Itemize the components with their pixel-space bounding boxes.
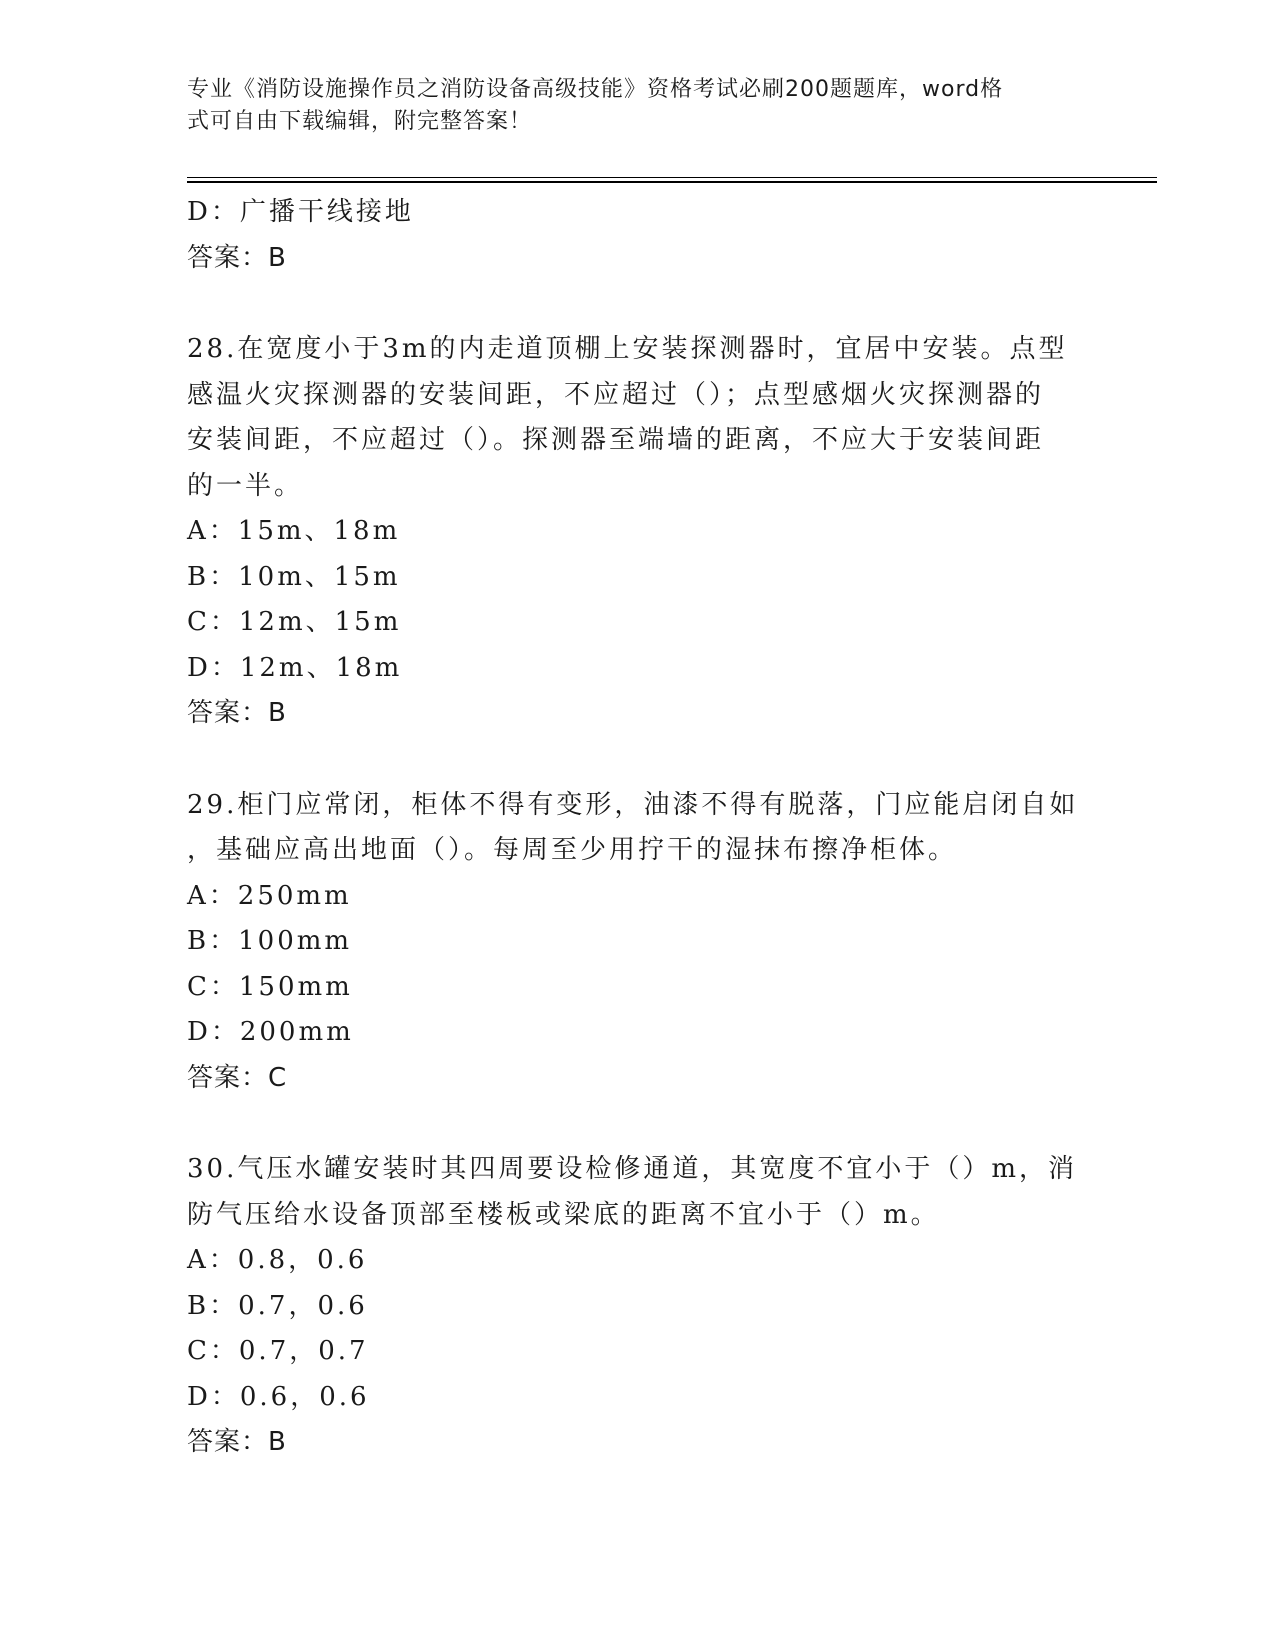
answer-line: 答案：C [187,1062,288,1093]
question-stem-line: 的一半。 [187,470,304,501]
prev-question-tail [187,190,1087,281]
document-header [187,74,1067,138]
answer-line: 答案：B [187,1427,287,1457]
header-line-2: 式可自由下载编辑，附完整答案！ [187,109,533,134]
question-stem-line: 30.气压水罐安装时其四周要设检修通道，其宽度不宜小于（）m，消 [187,1154,1078,1184]
option-b: B：0.7，0.6 [187,1290,368,1321]
option-c: C：0.7，0.7 [187,1336,369,1366]
option-b: B：100mm [187,926,353,956]
question-stem-line: 防气压给水设备顶部至楼板或梁底的距离不宜小于（）m。 [187,1199,940,1230]
option-d: D：广播干线接地 [187,197,414,227]
option-a: A：0.8，0.6 [187,1245,368,1275]
header-divider-thick [187,181,1157,183]
header-divider-thin [187,177,1157,178]
question-stem-line: 安装间距，不应超过（）。探测器至端墙的距离，不应大于安装间距 [187,425,1045,455]
question-list [187,190,1087,1466]
question-stem-line: 29.柜门应常闭，柜体不得有变形，油漆不得有脱落，门应能启闭自如 [187,789,1079,820]
question-stem-line: 感温火灾探测器的安装间距，不应超过（）；点型感烟火灾探测器的 [187,379,1045,410]
question-28 [187,327,1087,737]
answer-line: 答案：B [187,698,287,728]
option-c: C：150mm [187,971,353,1002]
option-d: D：0.6，0.6 [187,1381,370,1412]
option-d: D：200mm [187,1017,354,1047]
option-d: D：12m、18m [187,652,403,683]
question-30 [187,1147,1087,1466]
option-a: A：15m、18m [187,516,401,546]
question-stem-line: ，基础应高出地面（）。每周至少用拧干的湿抹布擦净柜体。 [187,835,958,865]
question-29 [187,783,1087,1102]
question-stem-line: 28.在宽度小于3m的内走道顶棚上安装探测器时，宜居中安装。点型 [187,334,1068,364]
option-c: C：12m、15m [187,607,402,637]
option-b: B：10m、15m [187,561,401,592]
option-a: A：250mm [187,880,352,911]
answer-line: 答案：B [187,242,287,273]
header-line-1: 专业《消防设施操作员之消防设备高级技能》资格考试必刷200题题库，word格 [187,77,1004,102]
